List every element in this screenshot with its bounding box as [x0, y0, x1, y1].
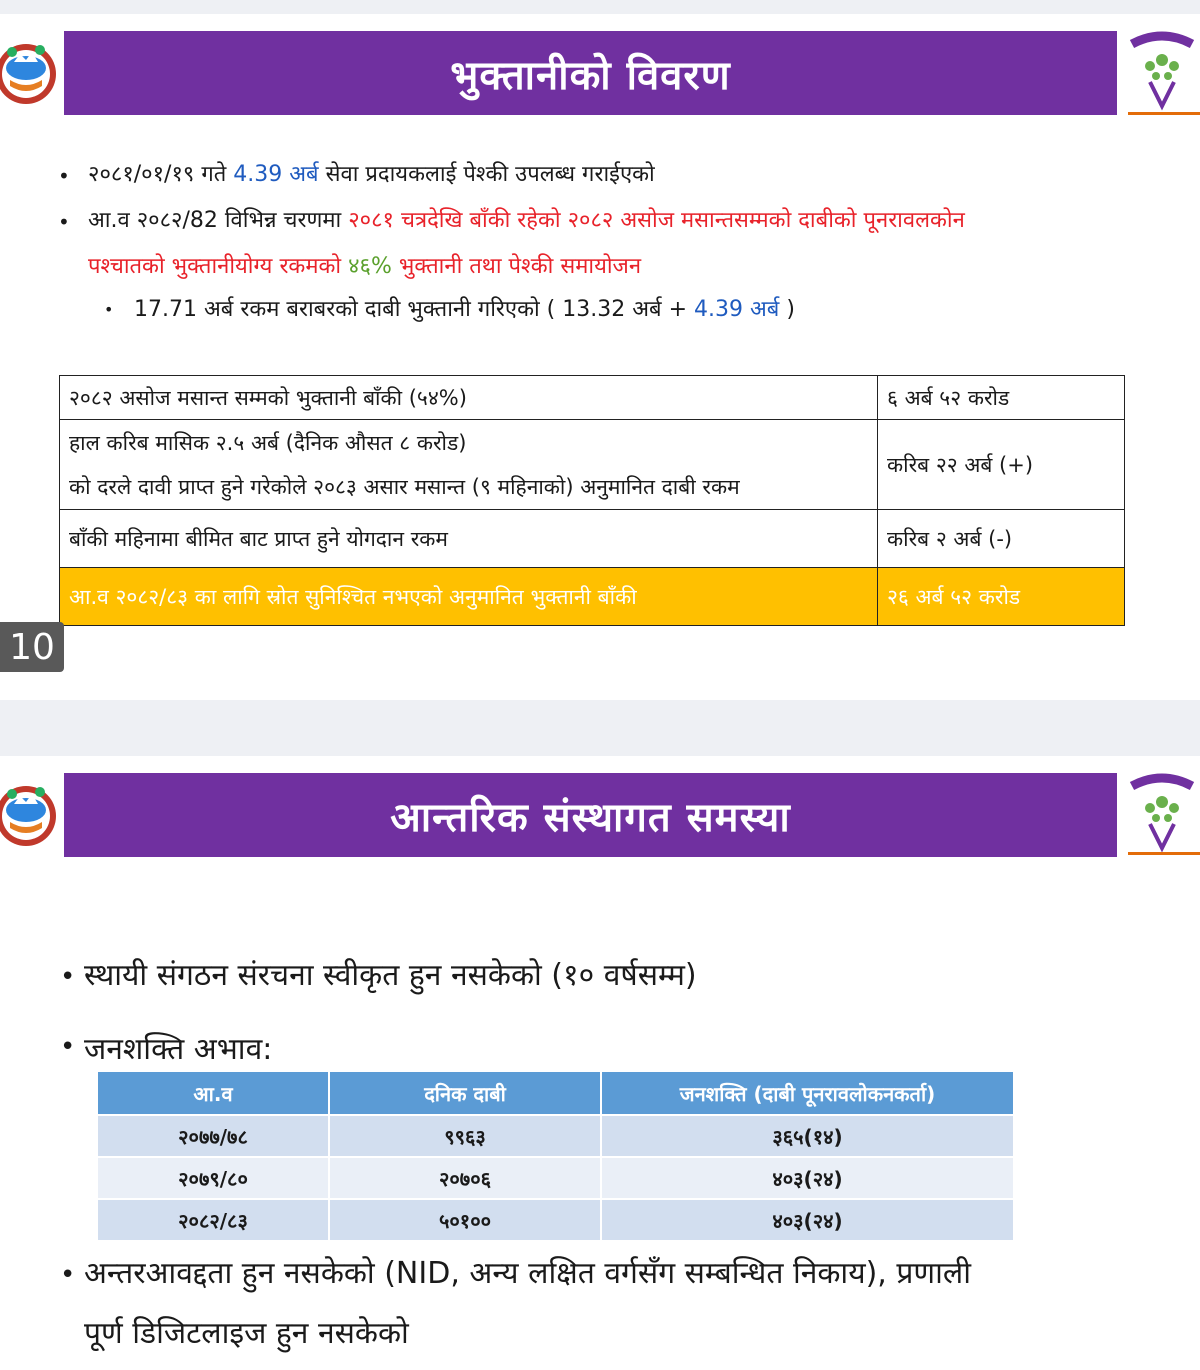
sub-bullet-dot: • — [104, 300, 114, 319]
table-row-highlight — [60, 568, 1125, 626]
payment-summary-table — [59, 375, 1125, 626]
bullet-advance-paid — [88, 161, 655, 189]
table-row — [60, 510, 1125, 568]
organization-tree-logo-icon — [1126, 30, 1198, 114]
bullet-dot: • — [60, 1260, 76, 1290]
bullet1-text-a: २०८१/०१/१९ गते — [88, 162, 234, 187]
col-header-daily-claims: दनिक दाबी — [329, 1071, 601, 1115]
bullet-dot: • — [58, 164, 70, 188]
col-header-manpower: जनशक्ति (दाबी पूनरावलोकनकर्ता) — [601, 1071, 1014, 1115]
row-value: करिब २ अर्ब (-) — [878, 510, 1125, 568]
cell-manpower: ४०३(२४) — [601, 1157, 1014, 1199]
logo-underline — [1128, 852, 1200, 855]
row-label: बाँकी महिनामा बीमित बाट प्राप्त हुने योगदान रकम — [60, 510, 878, 568]
bullet2-percent: ४६% — [348, 254, 392, 279]
row-label-line1: हाल करिब मासिक २.५ अर्ब (दैनिक औसत ८ करोड) — [69, 430, 467, 455]
cell-daily-claims: ५०१०० — [329, 1199, 601, 1241]
bullet-integration-line1: अन्तरआवद्दता हुन नसकेको (NID, अन्य लक्षित वर्गसँग सम्बन्धित निकाय), प्रणाली — [84, 1256, 972, 1291]
table-row — [97, 1157, 1014, 1199]
table-row — [60, 420, 1125, 510]
row-label: आ.व २०८२/८३ का लागि स्रोत सुनिश्चित नभएको अनुमानित भुक्तानी बाँकी — [60, 568, 878, 626]
cell-fy: २०७७/७८ — [97, 1115, 329, 1157]
row-value: २६ अर्ब ५२ करोड — [878, 568, 1125, 626]
sub-bullet-claims-paid — [134, 296, 795, 324]
table-row — [60, 376, 1125, 420]
nepal-emblem-icon — [0, 772, 62, 854]
page-number: 10 — [0, 622, 64, 672]
bullet2-red-text-3: भुक्तानी तथा पेश्की समायोजन — [391, 254, 642, 279]
slide-payment-details — [0, 14, 1200, 700]
bullet-manpower: जनशक्ति अभाव: — [84, 1032, 273, 1067]
slide-title: आन्तरिक संस्थागत समस्या — [390, 794, 791, 841]
bullet-dot: • — [60, 1032, 76, 1062]
bullet1-text-c: सेवा प्रदायकलाई पेश्की उपलब्ध गराईएको — [318, 162, 655, 187]
slide-title: भुक्तानीको विवरण — [450, 52, 731, 99]
nepal-emblem-icon — [0, 30, 62, 112]
cell-daily-claims: ९९६३ — [329, 1115, 601, 1157]
cell-manpower: ३६५(१४) — [601, 1115, 1014, 1157]
manpower-table — [96, 1070, 1015, 1242]
bullet-dot: • — [60, 962, 76, 992]
subbullet-text-c: ) — [779, 297, 795, 322]
cell-daily-claims: २०७०६ — [329, 1157, 601, 1199]
subbullet-amount: 4.39 अर्ब — [694, 297, 780, 322]
bullet-phases-line1 — [88, 207, 965, 235]
table-row — [97, 1115, 1014, 1157]
logo-underline — [1128, 112, 1200, 115]
bullet2-red-text-2: पश्चातको भुक्तानीयोग्य रकमको — [88, 254, 349, 279]
bullet-structure: स्थायी संगठन संरचना स्वीकृत हुन नसकेको (१० वर्षसम्म) — [84, 958, 697, 993]
cell-manpower: ४०३(२४) — [601, 1199, 1014, 1241]
subbullet-text-a: 17.71 अर्ब रकम बराबरको दाबी भुक्तानी गरिएको ( 13.32 अर्ब + — [134, 297, 694, 322]
organization-tree-logo-icon — [1126, 772, 1198, 856]
table-header-row — [97, 1071, 1014, 1115]
row-label: २०८२ असोज मसान्त सम्मको भुक्तानी बाँकी (५४%) — [60, 376, 878, 420]
col-header-fy: आ.व — [97, 1071, 329, 1115]
table-row — [97, 1199, 1014, 1241]
bullet-phases-line2 — [88, 253, 641, 281]
bullet-integration-line2: पूर्ण डिजिटलाइज हुन नसकेको — [84, 1316, 409, 1351]
bullet2-red-text: २०८१ चत्रदेखि बाँकी रहेको २०८२ असोज मसान्तसम्मको दाबीको पूनरावलकोन — [348, 208, 965, 233]
bullet2-text-a: आ.व २०८२/82 विभिन्न चरणमा — [88, 208, 349, 233]
row-label-line2: को दरले दावी प्राप्त हुने गरेकोले २०८३ असार मसान्त (९ महिनाको) अनुमानित दाबी रकम — [69, 474, 740, 499]
slide-title-banner — [64, 773, 1117, 857]
cell-fy: २०८२/८३ — [97, 1199, 329, 1241]
bullet1-amount: 4.39 अर्ब — [233, 162, 319, 187]
bullet-dot: • — [58, 210, 70, 234]
row-label — [60, 420, 878, 510]
cell-fy: २०७९/८० — [97, 1157, 329, 1199]
slide-internal-problems — [0, 756, 1200, 1370]
slide-title-banner — [64, 31, 1117, 115]
row-value: ६ अर्ब ५२ करोड — [878, 376, 1125, 420]
row-value: करिब २२ अर्ब (+) — [878, 420, 1125, 510]
